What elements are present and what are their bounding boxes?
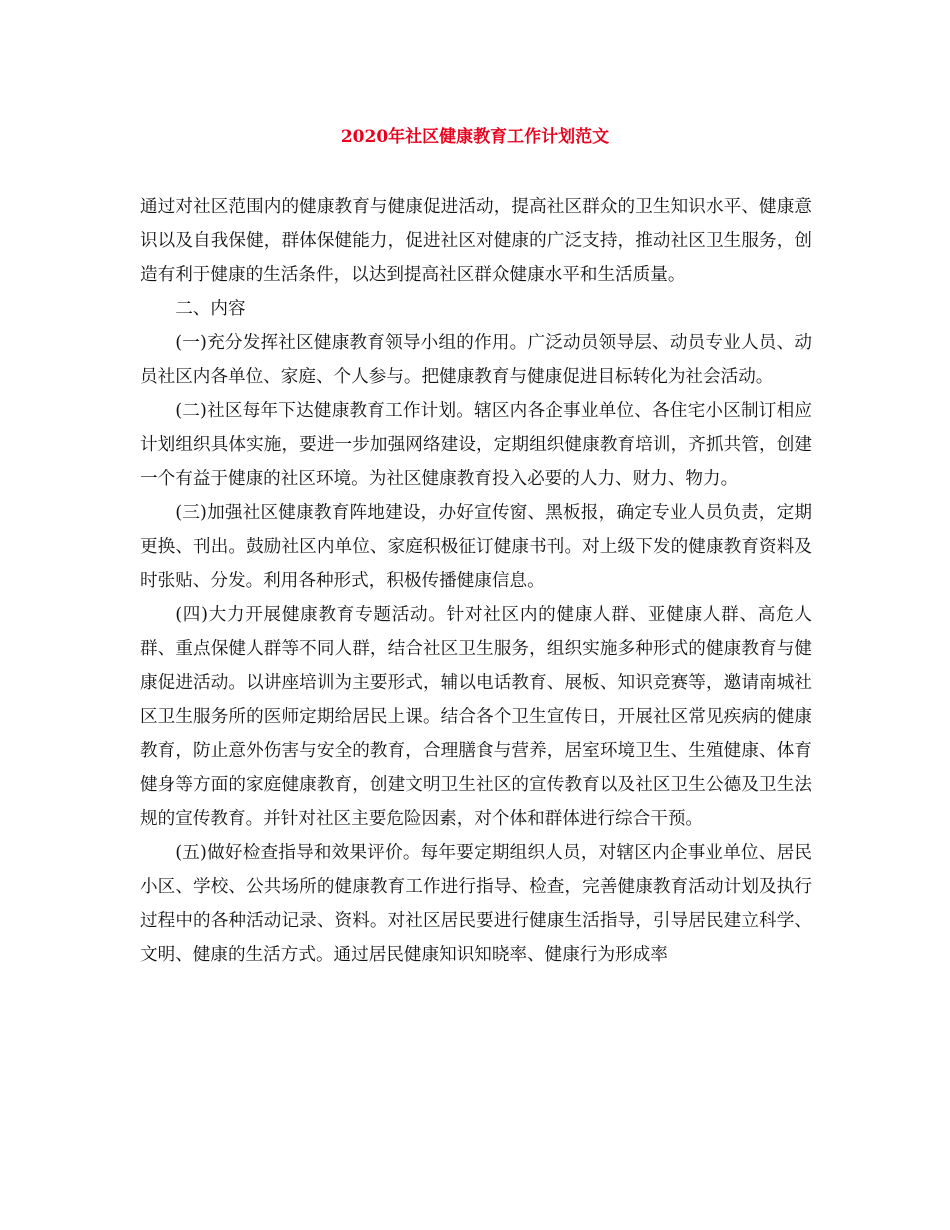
paragraph-item-3: (三)加强社区健康教育阵地建设，办好宣传窗、黑板报，确定专业人员负责，定期更换、刊出。鼓励社区内单位、家庭积极征订健康书刊。对上级下发的健康教育资料及时张贴、分发。利用各种形式，积极传播健康信息。	[140, 503, 812, 591]
document-body	[140, 190, 812, 972]
paragraph-item-4: (四)大力开展健康教育专题活动。针对社区内的健康人群、亚健康人群、高危人群、重点保健人群等不同人群，结合社区卫生服务，组织实施多种形式的健康教育与健康促进活动。以讲座培训为主要形式，辅以电话教育、展板、知识竞赛等，邀请南城社区卫生服务所的医师定期给居民上课。结合各个卫生宣传日，开展社区常见疾病的健康教育，防止意外伤害与安全的教育，合理膳食与营养，居室环境卫生、生殖健康、体育健身等方面的家庭健康教育，创建文明卫生社区的宣传教育以及社区卫生公德及卫生法规的宣传教育。并针对社区主要危险因素，对个体和群体进行综合干预。	[140, 605, 812, 829]
paragraph-item-5: (五)做好检查指导和效果评价。每年要定期组织人员，对辖区内企事业单位、居民小区、学校、公共场所的健康教育工作进行指导、检查，完善健康教育活动计划及执行过程中的各种活动记录、资料。对社区居民要进行健康生活指导，引导居民建立科学、文明、健康的生活方式。通过居民健康知识知晓率、健康行为形成率	[140, 843, 812, 965]
paragraph-intro: 通过对社区范围内的健康教育与健康促进活动，提高社区群众的卫生知识水平、健康意识以及自我保健，群体保健能力，促进社区对健康的广泛支持，推动社区卫生服务，创造有利于健康的生活条件，以达到提高社区群众健康水平和生活质量。	[140, 197, 812, 285]
paragraph-item-1: (一)充分发挥社区健康教育领导小组的作用。广泛动员领导层、动员专业人员、动员社区内各单位、家庭、个人参与。把健康教育与健康促进目标转化为社会活动。	[140, 333, 812, 387]
paragraph-item-2: (二)社区每年下达健康教育工作计划。辖区内各企事业单位、各住宅小区制订相应计划组织具体实施，要进一步加强网络建设，定期组织健康教育培训，齐抓共管，创建一个有益于健康的社区环境。为社区健康教育投入必要的人力、财力、物力。	[140, 401, 812, 489]
document-title: 2020年社区健康教育工作计划范文	[340, 127, 610, 147]
section-heading-content: 二、内容	[175, 299, 246, 319]
